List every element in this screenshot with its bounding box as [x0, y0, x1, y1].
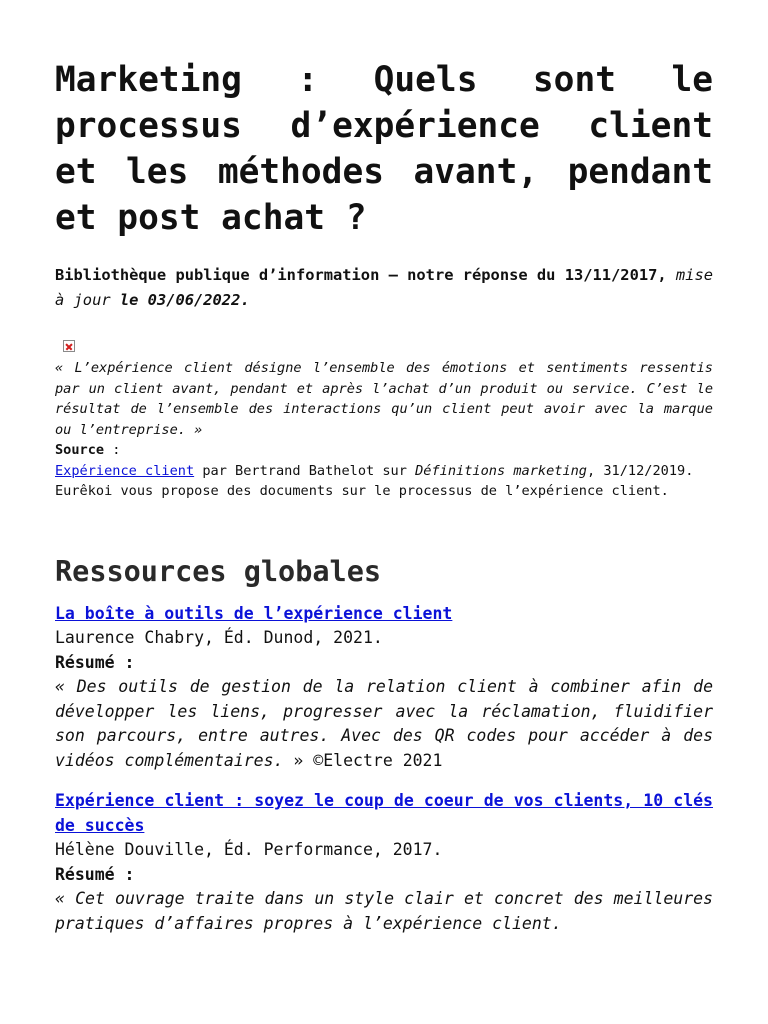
source-separator: : [104, 442, 121, 458]
page-title: Marketing : Quels sont le processus d’expérience client et les méthodes avant, pendant et post achat ? [55, 60, 713, 238]
resource-title-link[interactable]: Expérience client : soyez le coup de coeur de vos clients, 10 clés de succès [55, 791, 713, 835]
resource-summary [55, 887, 713, 936]
resource-summary-label: Résumé : [55, 864, 135, 884]
section-heading: Ressources globales [55, 554, 382, 588]
source-link[interactable]: Expérience client [55, 462, 195, 479]
resource-summary-text: « Des outils de gestion de la relation client à combiner afin de développer les liens, progresser avec la réclamation, fluidifier son parcours, entre autres. Avec des QR codes pour accéder à des vidéos complémentaires. [55, 677, 713, 770]
resource-summary-credit: » ©Electre 2021 [283, 750, 443, 770]
source-line [55, 440, 713, 461]
resource-summary [55, 675, 713, 773]
byline-update-date: le 03/06/2022. [119, 290, 250, 309]
resource-meta: Laurence Chabry, Éd. Dunod, 2021. [55, 628, 383, 647]
source-reference [55, 461, 713, 482]
resource-meta: Hélène Douville, Éd. Performance, 2017. [55, 840, 443, 859]
resource-summary-label: Résumé : [55, 652, 135, 672]
source-label: Source [55, 442, 105, 458]
resource-title-link[interactable]: La boîte à outils de l’expérience client [55, 603, 453, 623]
source-date: , 31/12/2019. [587, 462, 694, 479]
broken-image-icon [63, 340, 75, 352]
intro-quote: « L’expérience client désigne l’ensemble des émotions et sentiments ressentis par un client avant, pendant et après l’achat d’un produit ou service. C’est le résultat de l’ensemble des interactions qu’un client peut avoir avec la marque ou l’entreprise. » [55, 360, 713, 438]
source-author: par Bertrand Bathelot sur [194, 462, 416, 479]
byline-update-label: mise à jour [55, 266, 713, 309]
resource-item [55, 789, 713, 936]
resource-summary-text: « Cet ouvrage traite dans un style clair et concret des meilleures pratiques d’affaires propres à l’expérience client. [55, 889, 713, 933]
intro-proposal: Eurêkoi vous propose des documents sur le processus de l’expérience client. [55, 483, 669, 499]
resource-item [55, 602, 713, 774]
source-site: Définitions marketing [415, 462, 587, 479]
byline-source: Bibliothèque publique d’information – notre réponse du 13/11/2017, [55, 266, 667, 284]
byline [55, 263, 713, 312]
article [55, 0, 713, 936]
